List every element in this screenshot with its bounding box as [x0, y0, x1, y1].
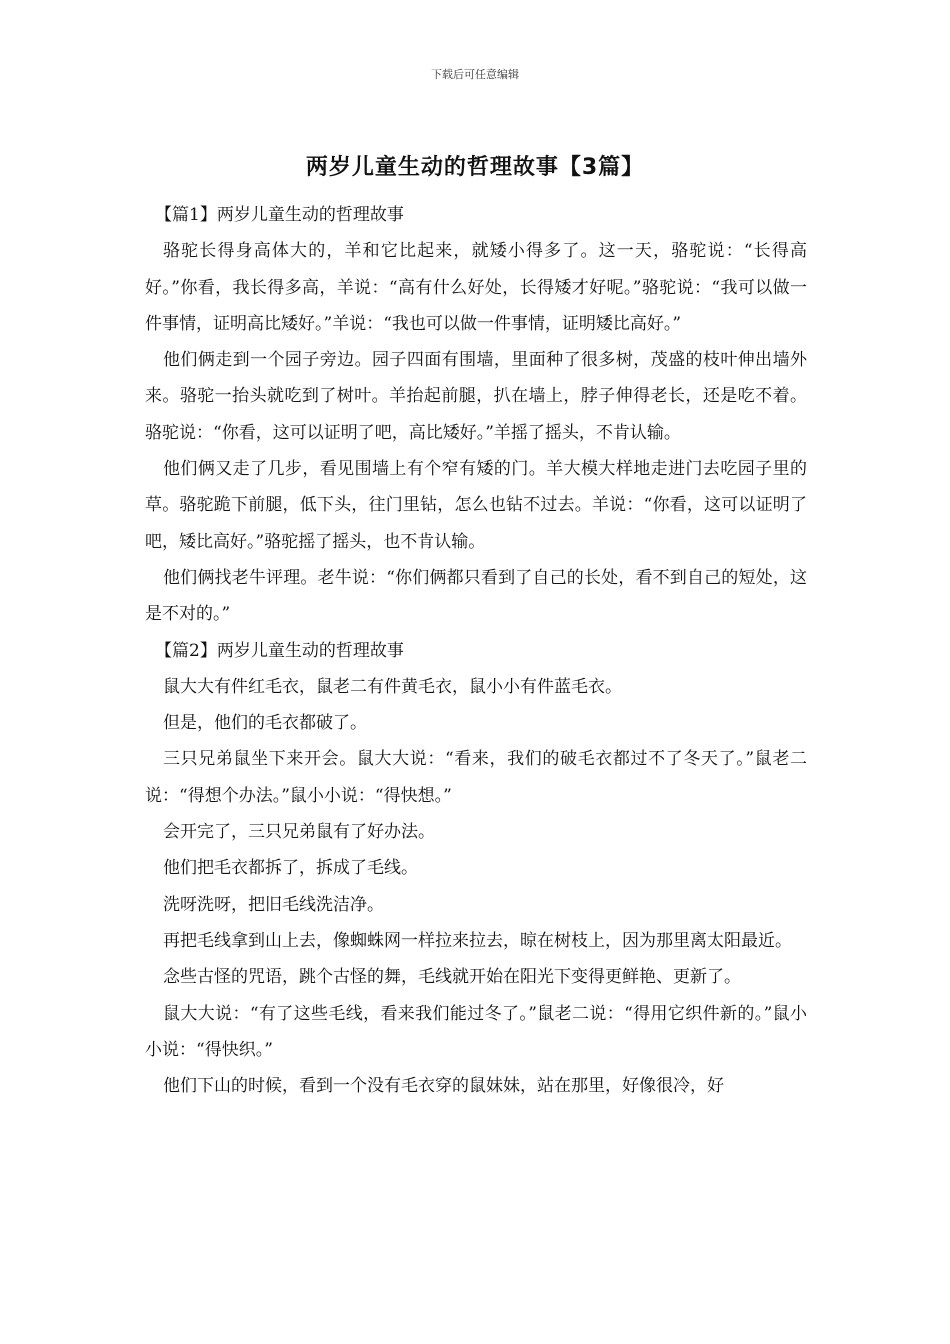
paragraph: 他们俩走到一个园子旁边。园子四面有围墙，里面种了很多树，茂盛的枝叶伸出墙外来。骆驼一抬头就吃到了树叶。羊抬起前腿，扒在墙上，脖子伸得老长，还是吃不着。骆驼说：“你看，这可以证明了吧，高比矮好。”羊摇了摇头，不肯认输。	[145, 350, 807, 443]
page-header-note: 下载后可任意编辑	[431, 68, 519, 81]
paragraph: 三只兄弟鼠坐下来开会。鼠大大说：“看来，我们的破毛衣都过不了冬天了。”鼠老二说：“得想个办法。”鼠小小说：“得快想。”	[145, 749, 807, 806]
paragraph: 会开完了，三只兄弟鼠有了好办法。	[163, 822, 435, 843]
document-title: 两岁儿童生动的哲理故事【3篇】	[305, 155, 645, 180]
paragraph: 他们俩又走了几步，看见围墙上有个窄有矮的门。羊大模大样地走进门去吃园子里的草。骆驼跪下前腿，低下头，往门里钻，怎么也钻不过去。羊说：“你看，这可以证明了吧，矮比高好。”骆驼摇了摇头，也不肯认输。	[145, 459, 807, 552]
section-heading-2: 【篇2】两岁儿童生动的哲理故事	[155, 640, 404, 661]
paragraph: 洗呀洗呀，把旧毛线洗洁净。	[163, 894, 384, 915]
paragraph: 再把毛线拿到山上去，像蜘蛛网一样拉来拉去，晾在树枝上，因为那里离太阳最近。	[163, 930, 792, 951]
section-heading-1: 【篇1】两岁儿童生动的哲理故事	[155, 205, 404, 225]
paragraph: 骆驼长得身高体大的，羊和它比起来，就矮小得多了。这一天，骆驼说：“长得高好。”你看，我长得多高，羊说：“高有什么好处，长得矮才好呢。”骆驼说：“我可以做一件事情，证明高比矮好。”羊说：“我也可以做一件事情，证明矮比高好。”	[145, 241, 807, 334]
paragraph: 但是，他们的毛衣都破了。	[163, 713, 367, 734]
paragraph: 他们下山的时候，看到一个没有毛衣穿的鼠妹妹，站在那里，好像很冷，好	[163, 1076, 724, 1097]
document-body	[145, 197, 807, 1104]
paragraph: 鼠大大有件红毛衣，鼠老二有件黄毛衣，鼠小小有件蓝毛衣。	[163, 676, 622, 697]
paragraph: 念些古怪的咒语，跳个古怪的舞，毛线就开始在阳光下变得更鲜艳、更新了。	[163, 967, 741, 988]
paragraph: 鼠大大说：“有了这些毛线，看来我们能过冬了。”鼠老二说：“得用它织件新的。”鼠小小说：“得快织。”	[145, 1003, 807, 1060]
paragraph: 他们把毛衣都拆了，拆成了毛线。	[163, 858, 418, 879]
paragraph: 他们俩找老牛评理。老牛说：“你们俩都只看到了自己的长处，看不到自己的短处，这是不对的。”	[145, 567, 807, 625]
